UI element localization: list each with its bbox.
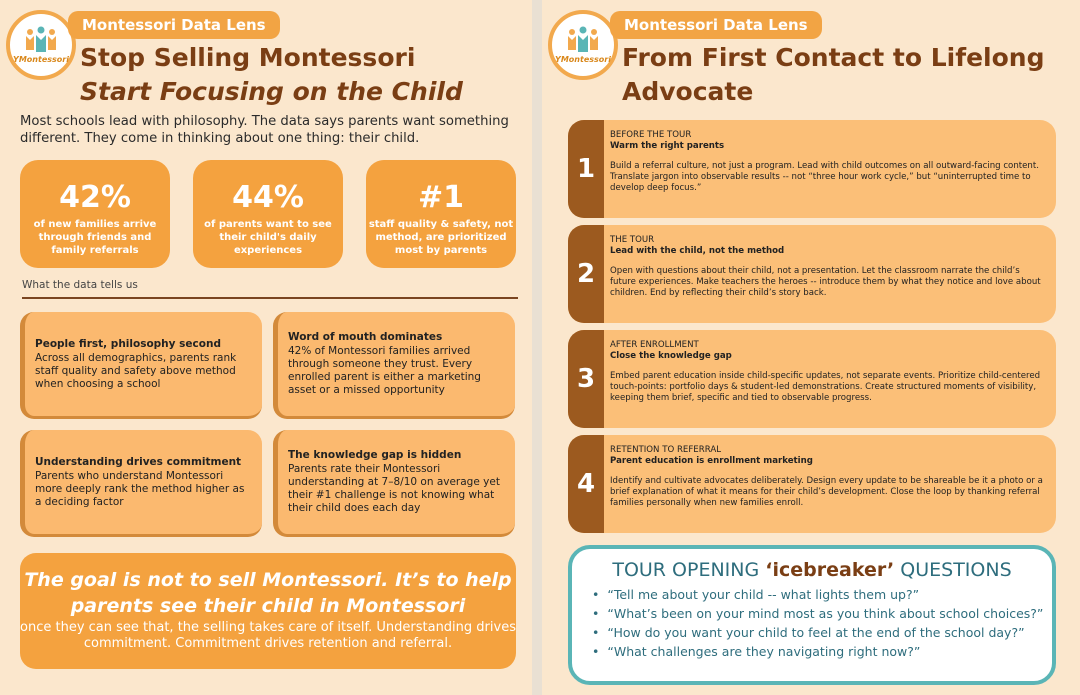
insight-body: Parents rate their Montessori understanding at 7–8/10 on average yet their #1 challenge is not knowing what their child does each day <box>288 463 500 514</box>
step-number: 2 <box>568 225 604 323</box>
stat-description: of new families arrive through friends and family referrals <box>33 219 157 256</box>
page-title: Stop Selling Montessori <box>80 43 416 72</box>
insight-title: Word of mouth dominates <box>288 331 443 343</box>
left-page <box>0 0 532 695</box>
journey-step <box>568 225 1056 323</box>
insight-body: Parents who understand Montessori more deeply rank the method higher as a deciding factor <box>35 469 245 508</box>
stat-card <box>366 160 516 268</box>
step-description: Embed parent education inside child-specific updates, not separate events. Prioritize child-centered touch-points: portfolio days & student-led demonstrations. Create structured moments of visibility, keeping them brief, specific and tied to observable progress. <box>610 371 1041 403</box>
icebreaker-box <box>568 545 1056 685</box>
step-phase: BEFORE THE TOUR <box>610 130 692 140</box>
intro-text: Most schools lead with philosophy. The data says parents want something different. They come in thinking about one thing: their child. <box>20 114 509 146</box>
page-title: From First Contact to Lifelong <box>622 43 1045 72</box>
children-logo-icon <box>564 26 602 54</box>
insight-title: Understanding drives commitment <box>35 455 242 468</box>
step-phase: RETENTION TO REFERRAL <box>610 445 721 455</box>
question-item: • “What’s been on your mind most as you think about school choices?” <box>592 604 1032 623</box>
insight-card <box>20 430 262 537</box>
page-subtitle: Start Focusing on the Child <box>80 77 463 106</box>
step-heading: Warm the right parents <box>610 141 725 151</box>
step-number: 4 <box>568 435 604 533</box>
question-item: • “How do you want your child to feel at the end of the school day?” <box>592 623 1032 642</box>
question-item: • “What challenges are they navigating right now?” <box>592 642 1032 661</box>
journey-step <box>568 120 1056 218</box>
goal-body: once they can see that, the selling takes care of itself. Understanding drives commitment. Commitment drives retention and referral. <box>20 620 516 651</box>
icebreaker-title: TOUR OPENING ‘icebreaker’ QUESTIONS <box>612 559 1012 581</box>
brand-label: Montessori Data Lens <box>610 11 822 39</box>
insight-body: Across all demographics, parents rank staff quality and safety above method when choosing a school <box>35 351 237 390</box>
insight-card <box>273 430 515 537</box>
journey-step <box>568 435 1056 533</box>
step-heading: Close the knowledge gap <box>610 351 732 361</box>
step-phase: THE TOUR <box>610 235 655 245</box>
logo <box>548 10 618 80</box>
logo-text: YMontessori <box>555 55 611 64</box>
insight-card <box>273 312 515 419</box>
right-page <box>542 0 1080 695</box>
insight-card <box>20 312 262 419</box>
logo-text: YMontessori <box>13 55 69 64</box>
logo <box>6 10 76 80</box>
icebreaker-list <box>592 585 1044 661</box>
stat-number: 42% <box>59 180 131 215</box>
stat-description: of parents want to see their child's daily experiences <box>204 219 332 256</box>
divider <box>22 297 518 299</box>
step-description: Identify and cultivate advocates deliberately. Design every update to be shareable be it a photo or a brief explanation of what it means for their child’s development. Close the loop by thanking referral families personally when new families enroll. <box>610 476 1043 508</box>
step-heading: Parent education is enrollment marketing <box>610 456 813 466</box>
step-description: Build a referral culture, not just a program. Lead with child outcomes on all outward-facing content. Translate jargon into observable results -- not “three hour work cycle,” but “uninterrupted time to develop deep focus.” <box>610 161 1039 193</box>
stat-description: staff quality & safety, not method, are prioritized most by parents <box>368 219 514 256</box>
insight-body: 42% of Montessori families arrived through someone they trust. Every enrolled parent is either a marketing asset or a missed opportunity <box>288 345 481 396</box>
stat-card <box>193 160 343 268</box>
step-number: 3 <box>568 330 604 428</box>
step-heading: Lead with the child, not the method <box>610 246 785 256</box>
stat-card <box>20 160 170 268</box>
page-title-line2: Advocate <box>622 77 754 106</box>
children-logo-icon <box>22 26 60 54</box>
insight-title: The knowledge gap is hidden <box>288 449 462 461</box>
goal-callout <box>20 553 516 669</box>
journey-step <box>568 330 1056 428</box>
step-number: 1 <box>568 120 604 218</box>
stat-number: 44% <box>232 180 304 215</box>
goal-heading: The goal is not to sell Montessori. It’s to help parents see their child in Montessori <box>24 569 512 617</box>
stat-number: #1 <box>417 180 464 215</box>
insight-title: People first, philosophy second <box>35 337 221 350</box>
question-item: • “Tell me about your child -- what lights them up?” <box>592 585 1032 604</box>
section-label: What the data tells us <box>22 279 138 291</box>
brand-label: Montessori Data Lens <box>68 11 280 39</box>
step-phase: AFTER ENROLLMENT <box>610 340 699 350</box>
step-description: Open with questions about their child, not a presentation. Let the classroom narrate the child’s future experiences. Make teachers the heroes -- introduce them by what they notice and love about children. End by reflecting their child’s story back. <box>610 266 1041 298</box>
